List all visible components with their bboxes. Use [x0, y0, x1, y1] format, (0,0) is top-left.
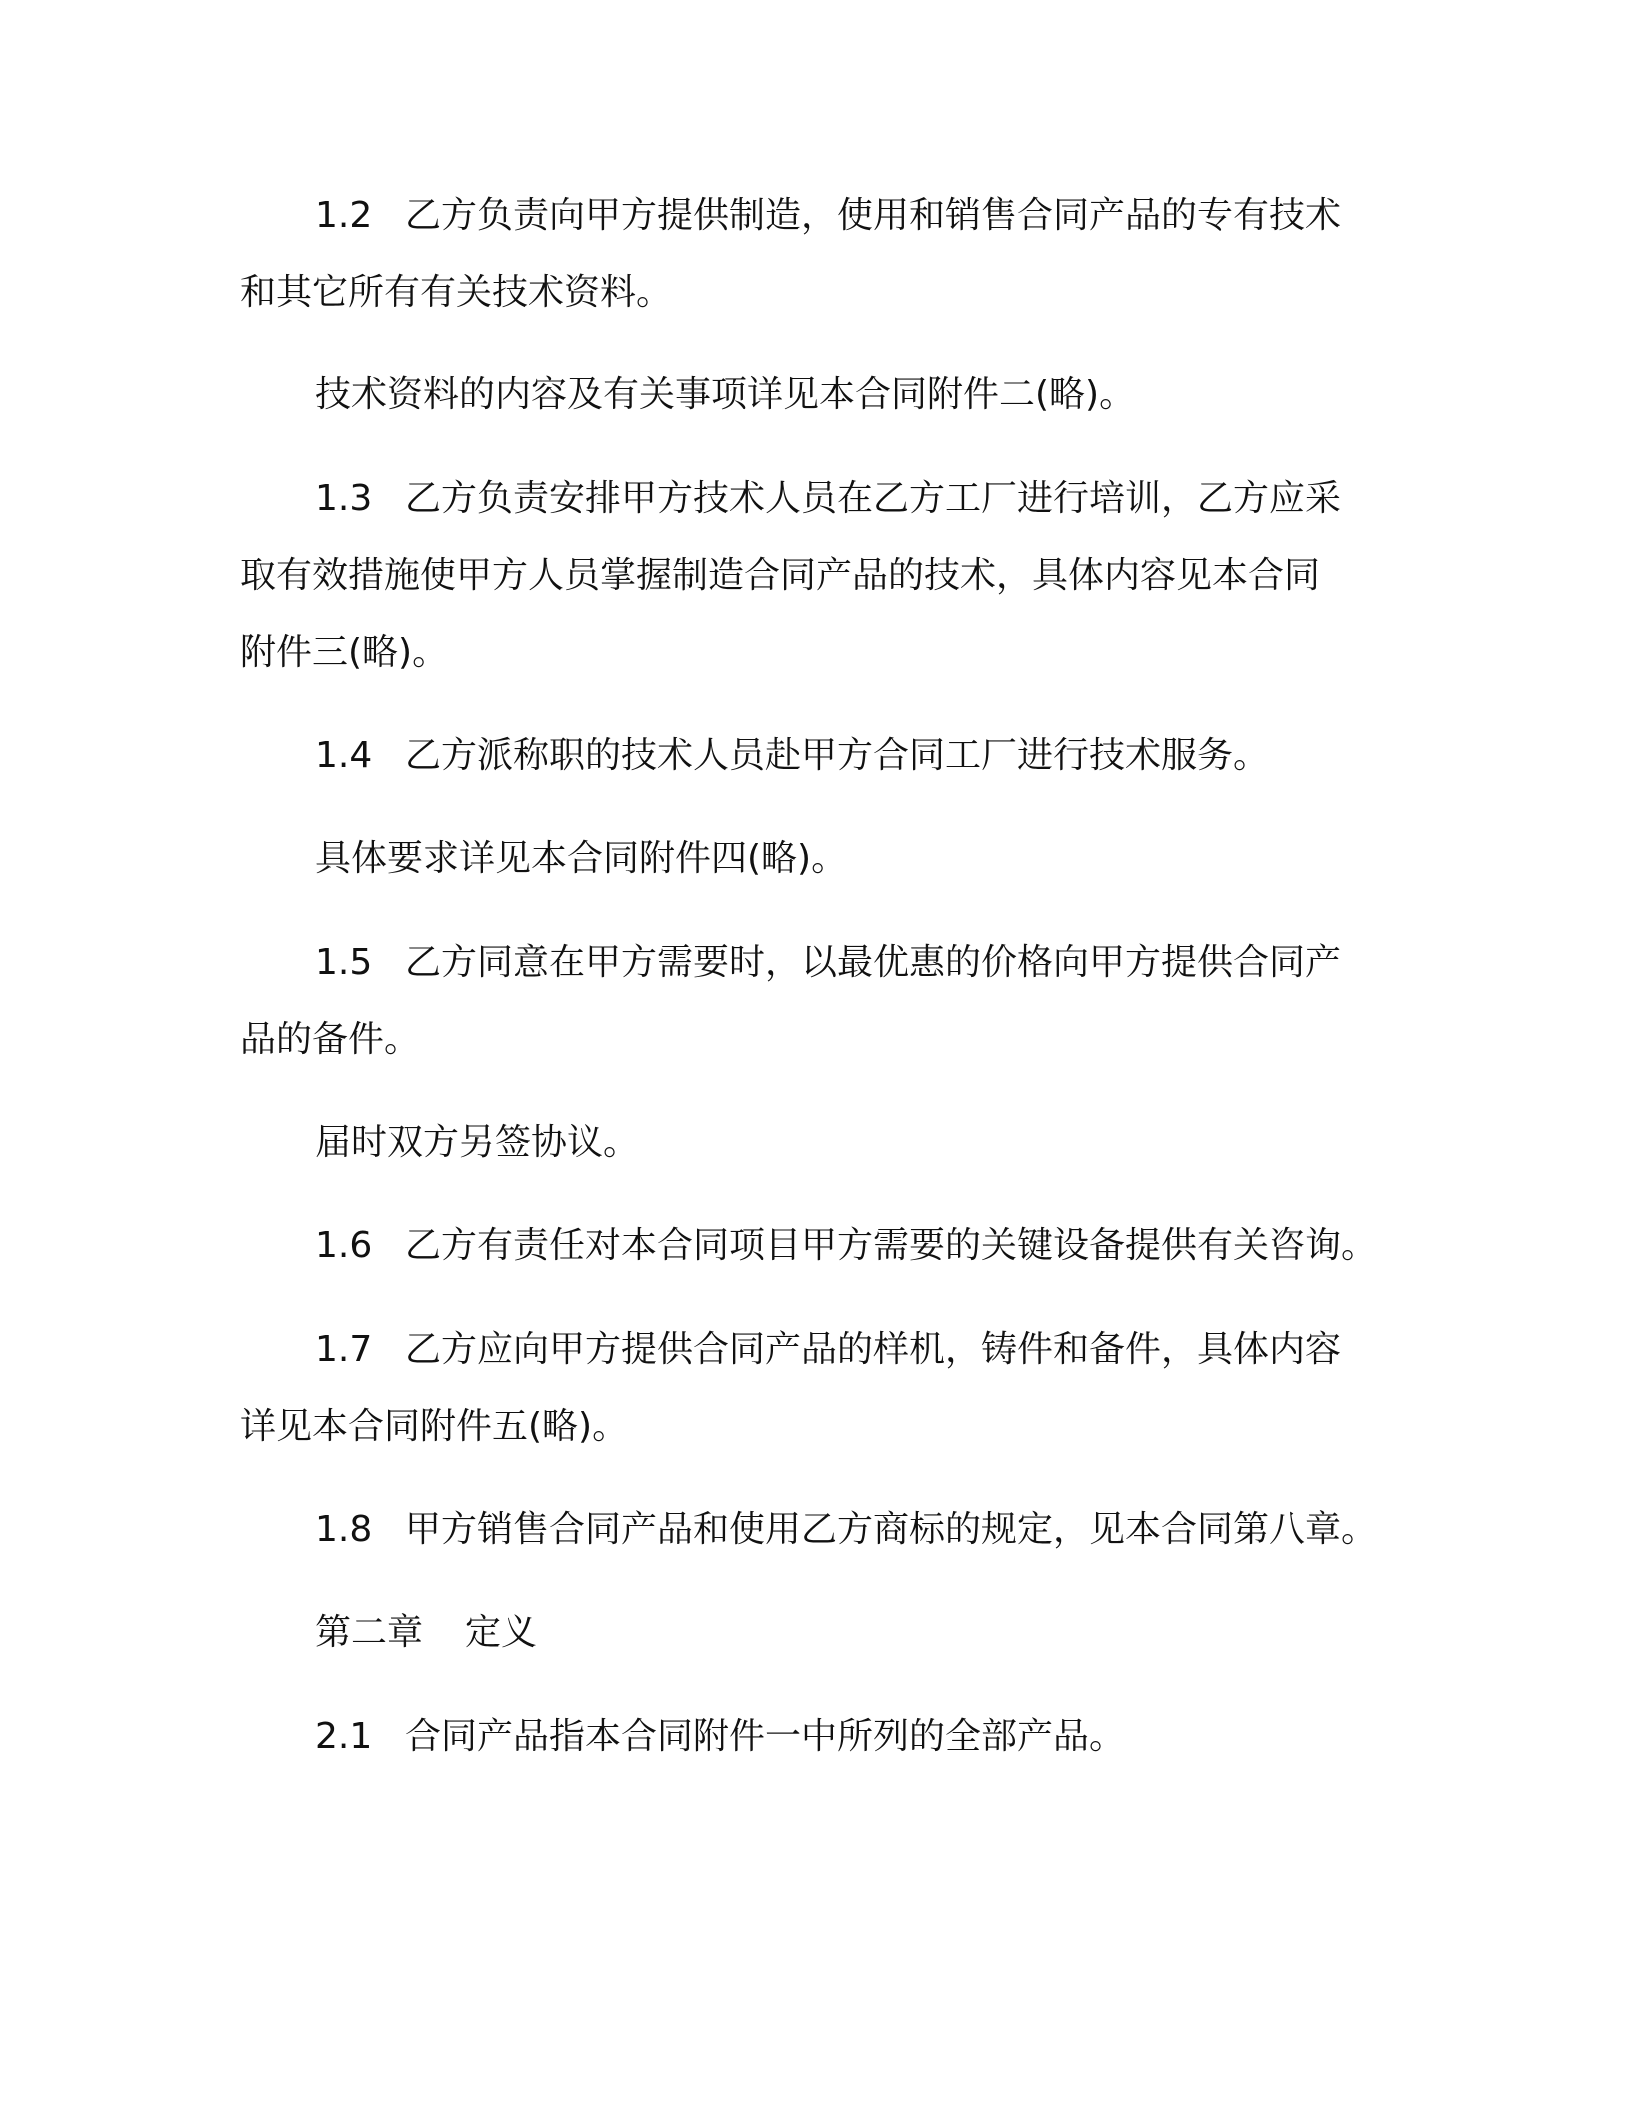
- clause-text: 乙方负责安排甲方技术人员在乙方工厂进行培训，乙方应采: [405, 478, 1342, 519]
- clause-number: 1.2: [315, 195, 373, 236]
- clause-text: 乙方派称职的技术人员赴甲方合同工厂进行技术服务。: [405, 735, 1270, 776]
- paragraph-text: 具体要求详见本合同附件四(略)。: [315, 838, 848, 879]
- clause-number: 1.8: [315, 1509, 373, 1550]
- clause-number: 1.6: [315, 1225, 373, 1266]
- clause-1-5: [240, 924, 1390, 1078]
- chapter-2-heading: [240, 1594, 1390, 1671]
- clause-text: 附件三(略)。: [240, 632, 449, 673]
- clause-text: 合同产品指本合同附件一中所列的全部产品。: [405, 1716, 1126, 1757]
- clause-number: 2.1: [315, 1716, 373, 1757]
- chapter-title: 定义: [465, 1612, 538, 1653]
- clause-number: 1.4: [315, 735, 373, 776]
- paragraph-text: 技术资料的内容及有关事项详见本合同附件二(略)。: [315, 374, 1136, 415]
- clause-number: 1.3: [315, 478, 373, 519]
- clause-1-8: [240, 1491, 1390, 1568]
- paragraph-text: 届时双方另签协议。: [315, 1122, 640, 1163]
- clause-text: 甲方销售合同产品和使用乙方商标的规定，见本合同第八章。: [405, 1509, 1378, 1550]
- clause-1-3: [240, 460, 1390, 691]
- clause-text: 乙方同意在甲方需要时，以最优惠的价格向甲方提供合同产: [405, 942, 1342, 983]
- clause-text: 和其它所有有关技术资料。: [240, 272, 673, 313]
- clause-1-4: [240, 717, 1390, 794]
- clause-1-7: [240, 1311, 1390, 1465]
- clause-number: 1.5: [315, 942, 373, 983]
- clause-text: 乙方有责任对本合同项目甲方需要的关键设备提供有关咨询。: [405, 1225, 1378, 1266]
- clause-1-2: [240, 177, 1390, 331]
- clause-text: 乙方负责向甲方提供制造，使用和销售合同产品的专有技术: [405, 195, 1342, 236]
- clause-text: 品的备件。: [240, 1019, 421, 1060]
- chapter-number: 第二章: [315, 1612, 424, 1653]
- clause-text: 乙方应向甲方提供合同产品的样机，铸件和备件，具体内容: [405, 1329, 1342, 1370]
- clause-text: 取有效措施使甲方人员掌握制造合同产品的技术，具体内容见本合同: [240, 555, 1321, 596]
- paragraph-attachment-2: [240, 356, 1390, 433]
- paragraph-attachment-4: [240, 820, 1390, 897]
- clause-text: 详见本合同附件五(略)。: [240, 1406, 629, 1447]
- clause-2-1: [240, 1698, 1390, 1775]
- clause-number: 1.7: [315, 1329, 373, 1370]
- clause-1-6: [240, 1207, 1390, 1284]
- paragraph-agreement: [240, 1104, 1390, 1181]
